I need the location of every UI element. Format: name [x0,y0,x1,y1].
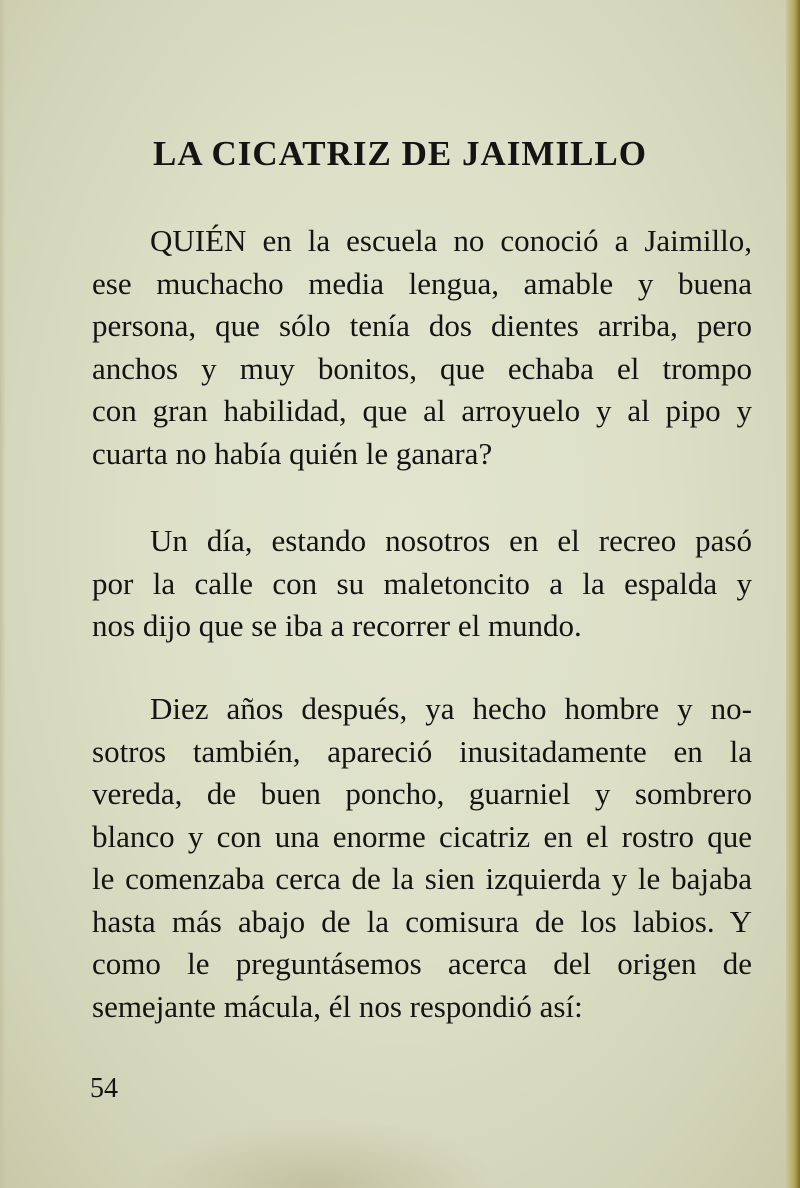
paper-stain [140,1118,500,1188]
page-right-edge [786,0,800,1188]
text-line: blanco y con una enorme cicatriz en el rostro que [92,818,752,854]
text-line: ese muchacho media lengua, amable y buena [92,265,752,301]
text-line: QUIÉN en la escuela no conoció a Jaimillo, [150,223,752,258]
text-line: Diez años después, ya hecho hombre y no- [150,691,752,726]
text-line: Un día, estando nosotros en el recreo pasó [150,523,752,558]
text-line: como le preguntásemos acerca del origen de [92,946,752,981]
text-line: persona, que sólo tenía dos dientes arriba, pero [92,308,752,343]
text-line: anchos y muy bonitos, que echaba el trompo [92,350,752,386]
paragraph-2 [92,520,752,648]
text-line: por la calle con su maletoncito a la espalda y [92,565,752,601]
text-line: hasta más abajo de la comisura de los labios. Y [92,903,752,939]
page-number: 54 [90,1073,118,1104]
page-left-edge [0,0,6,1188]
paragraph-3 [92,688,752,1028]
text-line: cuarta no había quién le ganara? [92,435,493,471]
text-line: semejante mácula, él nos respondió así: [92,988,583,1024]
text-line: le comenzaba cerca de la sien izquierda y le bajaba [92,861,752,896]
text-line: nos dijo que se iba a recorrer el mundo. [92,608,582,643]
chapter-title: LA CICATRIZ DE JAIMILLO [153,134,647,173]
paragraph-1 [92,220,752,475]
text-line: vereda, de buen poncho, guarniel y sombrero [92,776,752,811]
text-line: sotros también, apareció inusitadamente en la [92,733,752,769]
text-line: con gran habilidad, que al arroyuelo y al pipo y [92,393,752,428]
